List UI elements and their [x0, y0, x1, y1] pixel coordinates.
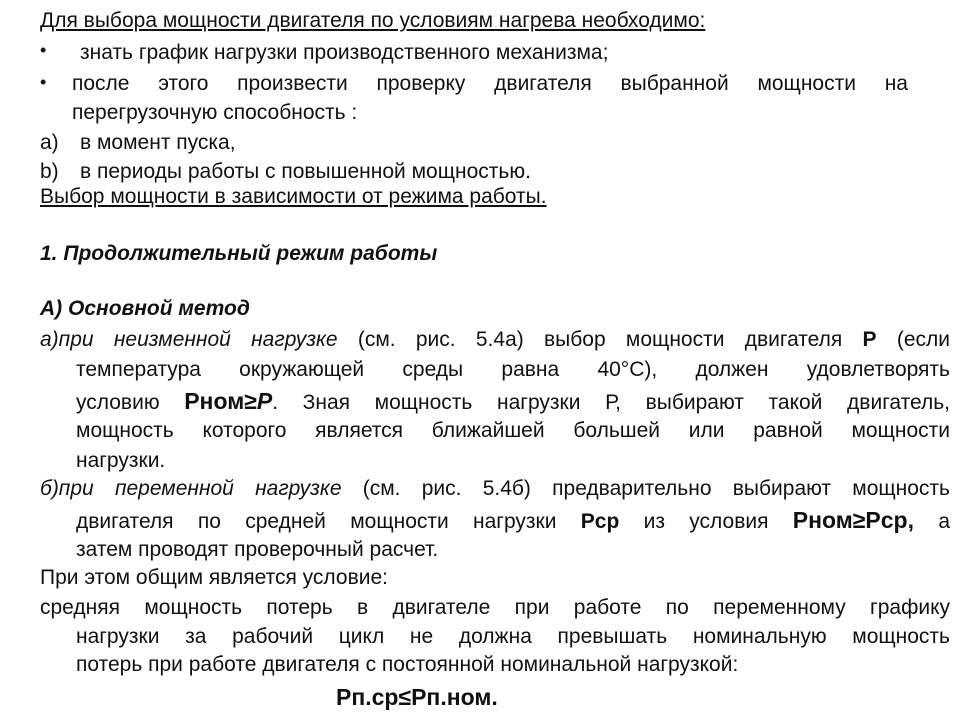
para-a-symbol-p: Р [862, 328, 877, 351]
loss-formula: Рп.ср≤Рп.ном. [336, 684, 498, 710]
para-a-text: (см. рис. 5.4а) выбор мощности двигателя [337, 328, 863, 351]
para-b-line2-mid: из условия [619, 510, 793, 533]
para-a-line3 [76, 388, 950, 416]
list-item-high-power: в периоды работы с повышенной мощностью. [80, 160, 531, 183]
condition-line2: средняя мощность потерь в двигателе при работе по переменному графику [40, 596, 950, 619]
para-a-line2: температура окружающей среды равна 40°С), должен удовлетворять [76, 358, 950, 381]
bullet-item-load-chart: знать график нагрузки производственного механизма; [80, 41, 609, 64]
para-b-pavg: Рср [580, 510, 620, 533]
bullet-symbol: • [40, 40, 47, 60]
list-item-start: в момент пуска, [80, 131, 236, 154]
bullet-item-overload-check: после этого произвести проверку двигателя выбранной мощности на [72, 72, 908, 95]
para-a-line3-end: . Зная мощность нагрузки Р, выбирают такой двигатель, [272, 391, 951, 414]
para-a-line5: нагрузки. [76, 449, 166, 472]
para-b-line3: затем проводят проверочный расчет. [76, 538, 439, 561]
condition-line3: нагрузки за рабочий цикл не должна превышать номинальную мощность [76, 625, 950, 648]
para-a-line3-start: условию [76, 391, 185, 414]
condition-line4: потерь при работе двигателя с постоянной номинальной нагрузкой: [76, 653, 739, 676]
section-heading: Выбор мощности в зависимости от режима работы. [40, 185, 547, 208]
intro-heading: Для выбора мощности двигателя по условиям нагрева необходимо: [40, 9, 706, 32]
para-b-line2-start: двигателя по средней мощности нагрузки [76, 510, 581, 533]
condition-intro: При этом общим является условие: [40, 566, 388, 589]
para-b-line2 [76, 507, 950, 535]
para-a-end: (если [876, 328, 950, 351]
para-b-line1 [40, 476, 950, 502]
mode-title: 1. Продолжительный режим работы [40, 242, 438, 265]
para-b-text: (см. рис. 5.4б) предварительно выбирают мощность [341, 477, 950, 500]
para-b-term: б)при переменной нагрузке [40, 477, 342, 500]
para-a-condition-p: Р [256, 388, 273, 414]
bullet-symbol: • [40, 72, 47, 92]
list-label-b: b) [40, 160, 59, 183]
para-b-condition: Рном≥Рср, [792, 507, 914, 533]
list-label-a: a) [40, 131, 59, 154]
para-a-condition: Рном≥ [184, 388, 257, 414]
method-title: А) Основной метод [40, 297, 250, 320]
para-a-term: а)при неизменной нагрузке [40, 328, 338, 351]
para-b-line2-end: а [914, 510, 950, 533]
para-a-line4: мощность которого является ближайшей большей или равной мощности [76, 419, 950, 442]
bullet-item-overload-check-cont: перегрузочную способность : [72, 101, 358, 124]
para-a-line1 [40, 327, 950, 353]
